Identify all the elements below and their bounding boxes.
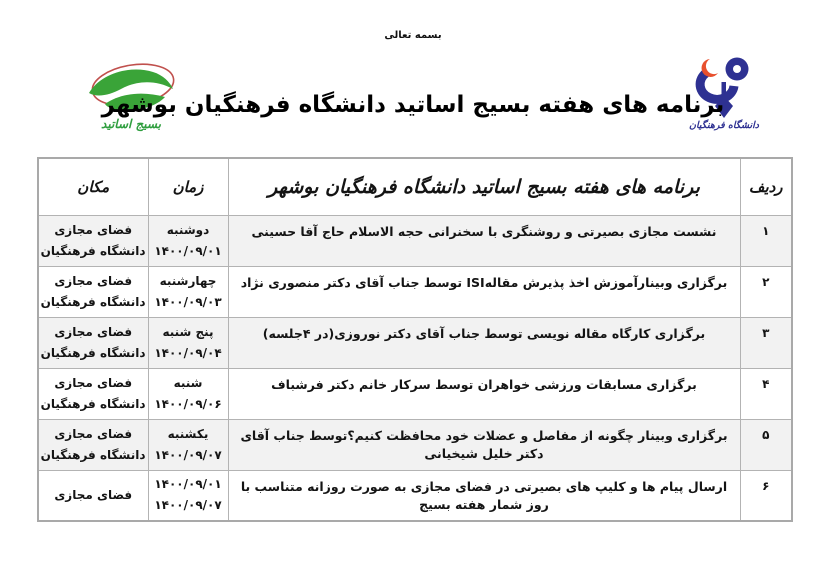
table-row: [38, 266, 792, 317]
table-header-row: [38, 158, 792, 215]
program-cell: برگزاری وبینار چگونه از مفاصل و عضلات خود محافظت کنیم؟توسط جناب آقای دکتر خلیل شیخیانی: [228, 419, 740, 470]
header-place: مکان: [38, 158, 148, 215]
place-line1: فضای مجازی: [54, 426, 133, 441]
place-cell: [38, 215, 148, 266]
place-line2: دانشگاه فرهنگیان: [40, 396, 146, 411]
time-date: ۱۴۰۰/۰۹/۰۶: [154, 396, 222, 411]
time-day: یکشنبه: [167, 426, 209, 441]
program-cell: نشست مجازی بصیرتی و روشنگری با سخنرانی حجه الاسلام حاج آقا حسینی: [228, 215, 740, 266]
program-cell: برگزاری کارگاه مقاله نویسی توسط جناب آقای دکتر نوروزی(در ۴جلسه): [228, 317, 740, 368]
place-line2: دانشگاه فرهنگیان: [40, 345, 146, 360]
place-line1: فضای مجازی: [54, 324, 133, 339]
time-cell: [148, 419, 228, 470]
table-row: [38, 215, 792, 266]
place-line2: دانشگاه فرهنگیان: [40, 243, 146, 258]
row-number-cell: ۴: [740, 368, 792, 419]
place-cell: [38, 317, 148, 368]
place-line2: دانشگاه فرهنگیان: [40, 447, 146, 462]
program-cell: ارسال پیام ها و کلیپ های بصیرتی در فضای مجازی به صورت روزانه متناسب با روز شمار هفته بسیج: [228, 470, 740, 521]
table-row: [38, 317, 792, 368]
place-line1: فضای مجازی: [54, 273, 133, 288]
time-day: چهارشنبه: [159, 273, 217, 288]
time-cell: [148, 368, 228, 419]
header-program-title: برنامه های هفته بسیج اساتید دانشگاه فرهنگیان بوشهر: [228, 158, 740, 215]
program-cell: برگزاری وبینارآموزش اخذ پذیرش مقالهISI توسط جناب آقای دکتر منصوری نژاد: [228, 266, 740, 317]
basij-asatid-logo-caption: بسیج اساتید: [101, 117, 161, 131]
row-number-cell: ۳: [740, 317, 792, 368]
place-line2: دانشگاه فرهنگیان: [40, 294, 146, 309]
place-cell: [38, 470, 148, 521]
time-date: ۱۴۰۰/۰۹/۰۷: [154, 447, 222, 462]
time-day: پنج شنبه: [162, 324, 214, 339]
bismillah-text: بسمه تعالی: [384, 30, 442, 41]
table-row: [38, 368, 792, 419]
row-number-cell: ۲: [740, 266, 792, 317]
row-number-cell: ۶: [740, 470, 792, 521]
time-date: ۱۴۰۰/۰۹/۰۴: [154, 345, 222, 360]
programs-table: [37, 157, 793, 522]
time-date: ۱۴۰۰/۰۹/۰۷: [154, 498, 222, 513]
time-cell: [148, 215, 228, 266]
time-date: ۱۴۰۰/۰۹/۰۳: [154, 294, 222, 309]
time-cell: [148, 317, 228, 368]
row-number-cell: ۵: [740, 419, 792, 470]
table-row: [38, 419, 792, 470]
header-row-number: ردیف: [740, 158, 792, 215]
place-cell: [38, 368, 148, 419]
time-cell: [148, 266, 228, 317]
time-day: دوشنبه: [166, 222, 210, 237]
time-day: ۱۴۰۰/۰۹/۰۱: [154, 477, 222, 492]
table-row: [38, 470, 792, 521]
time-cell: [148, 470, 228, 521]
time-day: شنبه: [173, 375, 203, 390]
row-number-cell: ۱: [740, 215, 792, 266]
place-cell: [38, 266, 148, 317]
header-time: زمان: [148, 158, 228, 215]
time-date: ۱۴۰۰/۰۹/۰۱: [154, 243, 222, 258]
place-line1: فضای مجازی: [54, 487, 133, 502]
place-line1: فضای مجازی: [54, 222, 133, 237]
place-line1: فضای مجازی: [54, 375, 133, 390]
place-cell: [38, 419, 148, 470]
page-title: برنامه های هفته بسیج اساتید دانشگاه فرهنگیان بوشهر: [101, 92, 725, 118]
farhangian-logo-caption: دانشگاه فرهنگیان: [688, 120, 760, 131]
program-cell: برگزاری مسابقات ورزشی خواهران توسط سرکار خانم دکتر فرشباف: [228, 368, 740, 419]
